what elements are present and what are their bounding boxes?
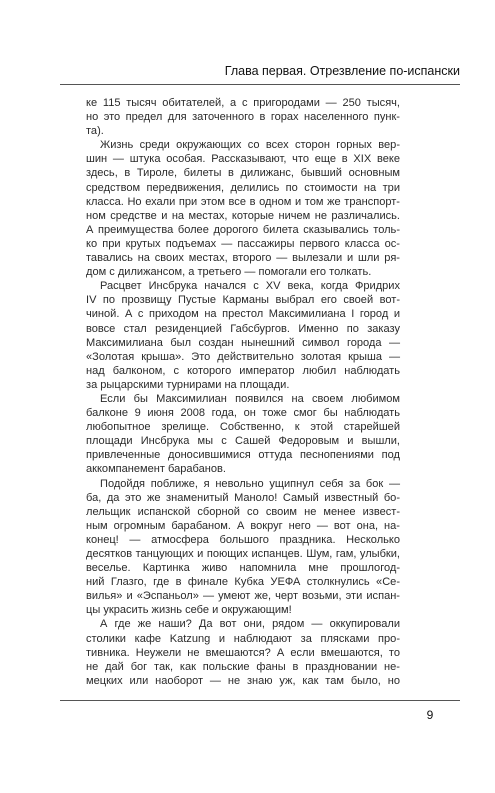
header-rule: [60, 84, 460, 85]
text-line: за рыцарскими турнирами на площади.: [86, 378, 290, 391]
text-line: ба, да это же знаменитый Маноло! Самый известный бо-: [86, 491, 400, 504]
text-line: средством передвижения, делились по стоимости на три: [86, 181, 400, 194]
text-line: IV по прозвищу Пустые Карманы выбрал его своей вот-: [86, 294, 400, 307]
text-line: ний Глазго, где в финале Кубка УЕФА столкнулись «Се-: [86, 576, 400, 589]
text-line: цы украсить жизнь себе и окружающим!: [86, 604, 292, 617]
text-line: Подойдя поближе, я невольно ущипнул себя за бок —: [100, 477, 400, 490]
paragraph: [86, 477, 400, 618]
text-line: вилья» и «Эспаньол» — умеют же, черт возьми, эти испан-: [86, 590, 400, 603]
text-line: площади Инсбрука мы с Сашей Федоровым и вышли,: [86, 435, 400, 448]
text-line: вовсе стал резиденцией Габсбургов. Именно по заказу: [86, 322, 400, 335]
paragraph: [86, 96, 400, 138]
text-line: любопытное зрелище. Собственно, к этой старейшей: [86, 421, 400, 434]
text-line: над балконом, с которого император любил наблюдать: [86, 364, 400, 377]
text-line: А преимущества более дорогого билета сказывались толь-: [86, 223, 400, 236]
page-number: 9: [426, 708, 434, 722]
text-line: лельщик испанской сборной со своим не менее извест-: [86, 505, 400, 518]
text-line: Если бы Максимилиан появился на своем любимом: [100, 392, 400, 405]
paragraph: [86, 392, 400, 477]
text-line: мецких или наоборот — не знаю уж, как там было, но: [86, 674, 400, 687]
body-text: [86, 96, 400, 688]
text-line: но это предел для заточенного в горах населенного пунк-: [86, 111, 400, 124]
text-line: тивника. Неужели не вмешаются? А если вмешаются, то: [86, 646, 400, 659]
text-line: дом с дилижансом, а третьего — помогали его толкать.: [86, 266, 372, 279]
running-head: Глава первая. Отрезвление по-испански: [224, 64, 460, 78]
text-line: ным огромным барабаном. А вокруг него — вот она, на-: [86, 519, 400, 532]
text-line: Максимилиана был создан нынешний символ города —: [86, 336, 400, 349]
paragraph: [86, 138, 400, 279]
text-line: ко при крутых подъемах — пассажиры первого класса ос-: [86, 237, 400, 250]
text-line: тавались на своих местах, второго — вылезали и шли ря-: [86, 252, 400, 265]
footer-rule: [60, 700, 460, 701]
text-line: Жизнь среди окружающих со всех сторон горных вер-: [100, 139, 400, 152]
text-line: балконе 9 июня 2008 года, он тоже смог бы наблюдать: [86, 407, 400, 420]
text-line: аккомпанемент барабанов.: [86, 463, 226, 476]
text-line: «Золотая крыша». Это действительно золотая крыша —: [86, 350, 400, 363]
text-line: не дай бог так, как польские фаны в праздновании не-: [86, 660, 400, 673]
text-line: веселье. Картинка живо напомнила мне прошлогод-: [86, 562, 400, 575]
paragraph: [86, 617, 400, 687]
text-line: ном средстве и на местах, которые ничем не различались.: [86, 209, 400, 222]
text-line: столики кафе Katzung и наблюдают за плясками про-: [86, 632, 400, 645]
text-line: десятков танцующих и поющих испанцев. Шум, гам, улыбки,: [86, 548, 400, 560]
text-line: шин — штука особая. Рассказывают, что еще в XIX веке: [86, 153, 400, 166]
text-line: здесь, в Тироле, билеты в дилижанс, бывший основным: [86, 167, 400, 180]
text-line: ке 115 тысяч обитателей, а с пригородами — 250 тысяч,: [86, 97, 400, 109]
text-line: А где же наши? Да вот они, рядом — оккупировали: [100, 618, 400, 631]
text-line: та).: [86, 125, 104, 138]
paragraph: [86, 279, 400, 392]
text-line: класса. Но ехали при этом все в одном и том же транспорт-: [86, 195, 400, 208]
text-line: чиной. А с приходом на престол Максимилиана I город и: [86, 308, 400, 321]
text-line: конец! — атмосфера большого праздника. Несколько: [86, 533, 400, 546]
text-line: Расцвет Инсбрука начался с XV века, когда Фридрих: [100, 280, 400, 293]
text-line: привлеченные доносившимися оттуда песнопениями под: [86, 449, 400, 462]
